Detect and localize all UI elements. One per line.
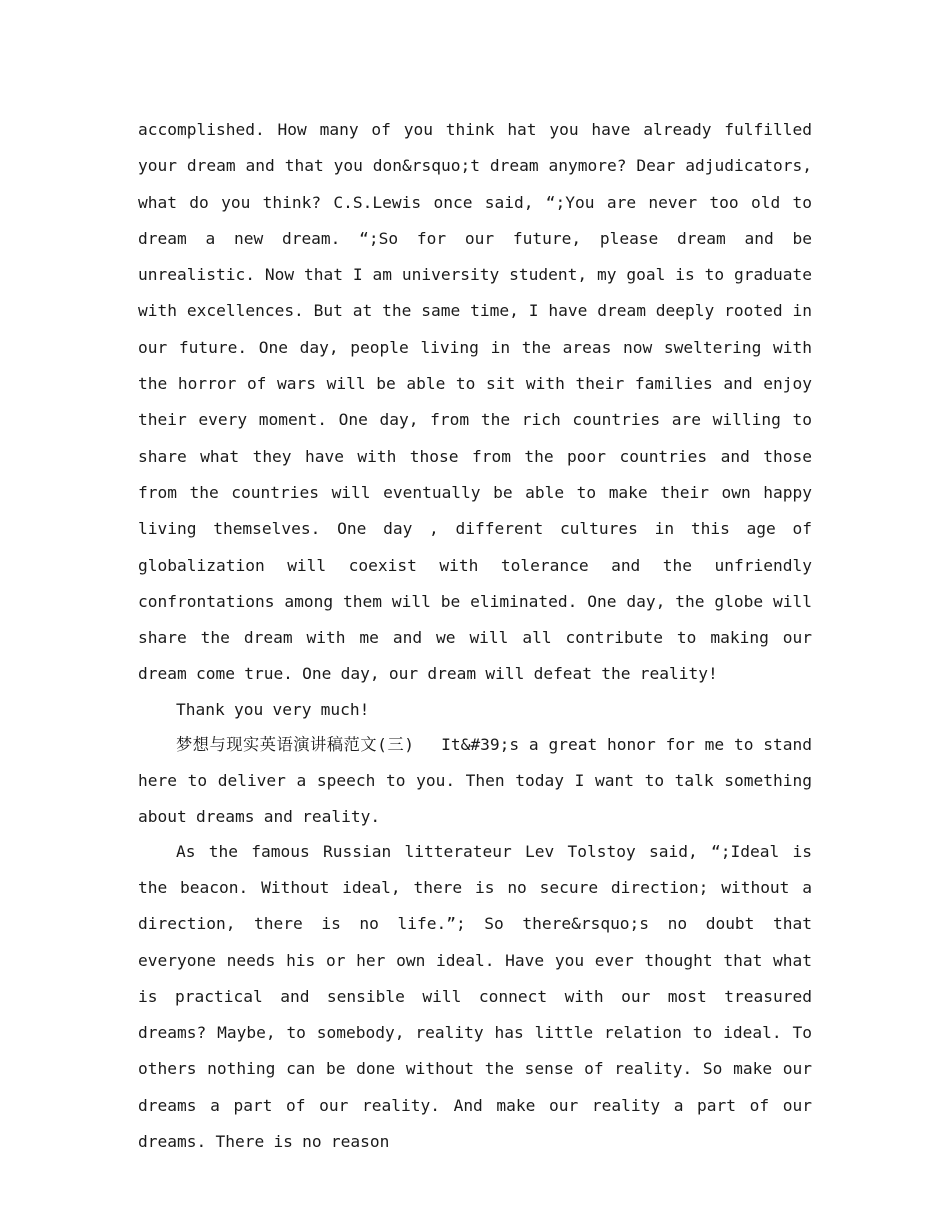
paragraph-tolstoy-quote: As the famous Russian litterateur Lev Tolstoy said, “;Ideal is the beacon. Without ideal, there is no secure direction; without a direction, there is no life.”; So there&rsquo;s no doubt that everyone needs his or her own ideal. Have you ever thought that what is practical and sensible will connect with our most treasured dreams? Maybe, to somebody, reality has little relation to ideal. To others nothing can be done without the sense of reality. So make our dreams a part of our reality. And make our reality a part of our dreams. There is no reason: [138, 841, 812, 1152]
paragraph-speech-three-intro: 梦想与现实英语演讲稿范文(三) It&#39;s a great honor for me to stand here to deliver a speech to you. Then today I want to talk something about dreams and reality.: [138, 734, 812, 827]
paragraph-speech-conclusion: accomplished. How many of you think hat you have already fulfilled your dream and that you don&rsquo;t dream anymore? Dear adjudicators, what do you think? C.S.Lewis once said, “;You are never too old to dream a new dream. “;So for our future, please dream and be unrealistic. Now that I am university student, my goal is to graduate with excellences. But at the same time, I have dream deeply rooted in our future. One day, people living in the areas now sweltering with the horror of wars will be able to sit with their families and enjoy their every moment. One day, from the rich countries are willing to share what they have with those from the poor countries and those from the countries will eventually be able to make their own happy living themselves. One day , different cultures in this age of globalization will coexist with tolerance and the unfriendly confrontations among them will be eliminated. One day, the globe will share the dream with me and we will all contribute to making our dream come true. One day, our dream will defeat the reality!: [138, 120, 812, 684]
paragraph-thank-you: Thank you very much!: [176, 699, 370, 719]
document-page: [138, 112, 812, 1160]
